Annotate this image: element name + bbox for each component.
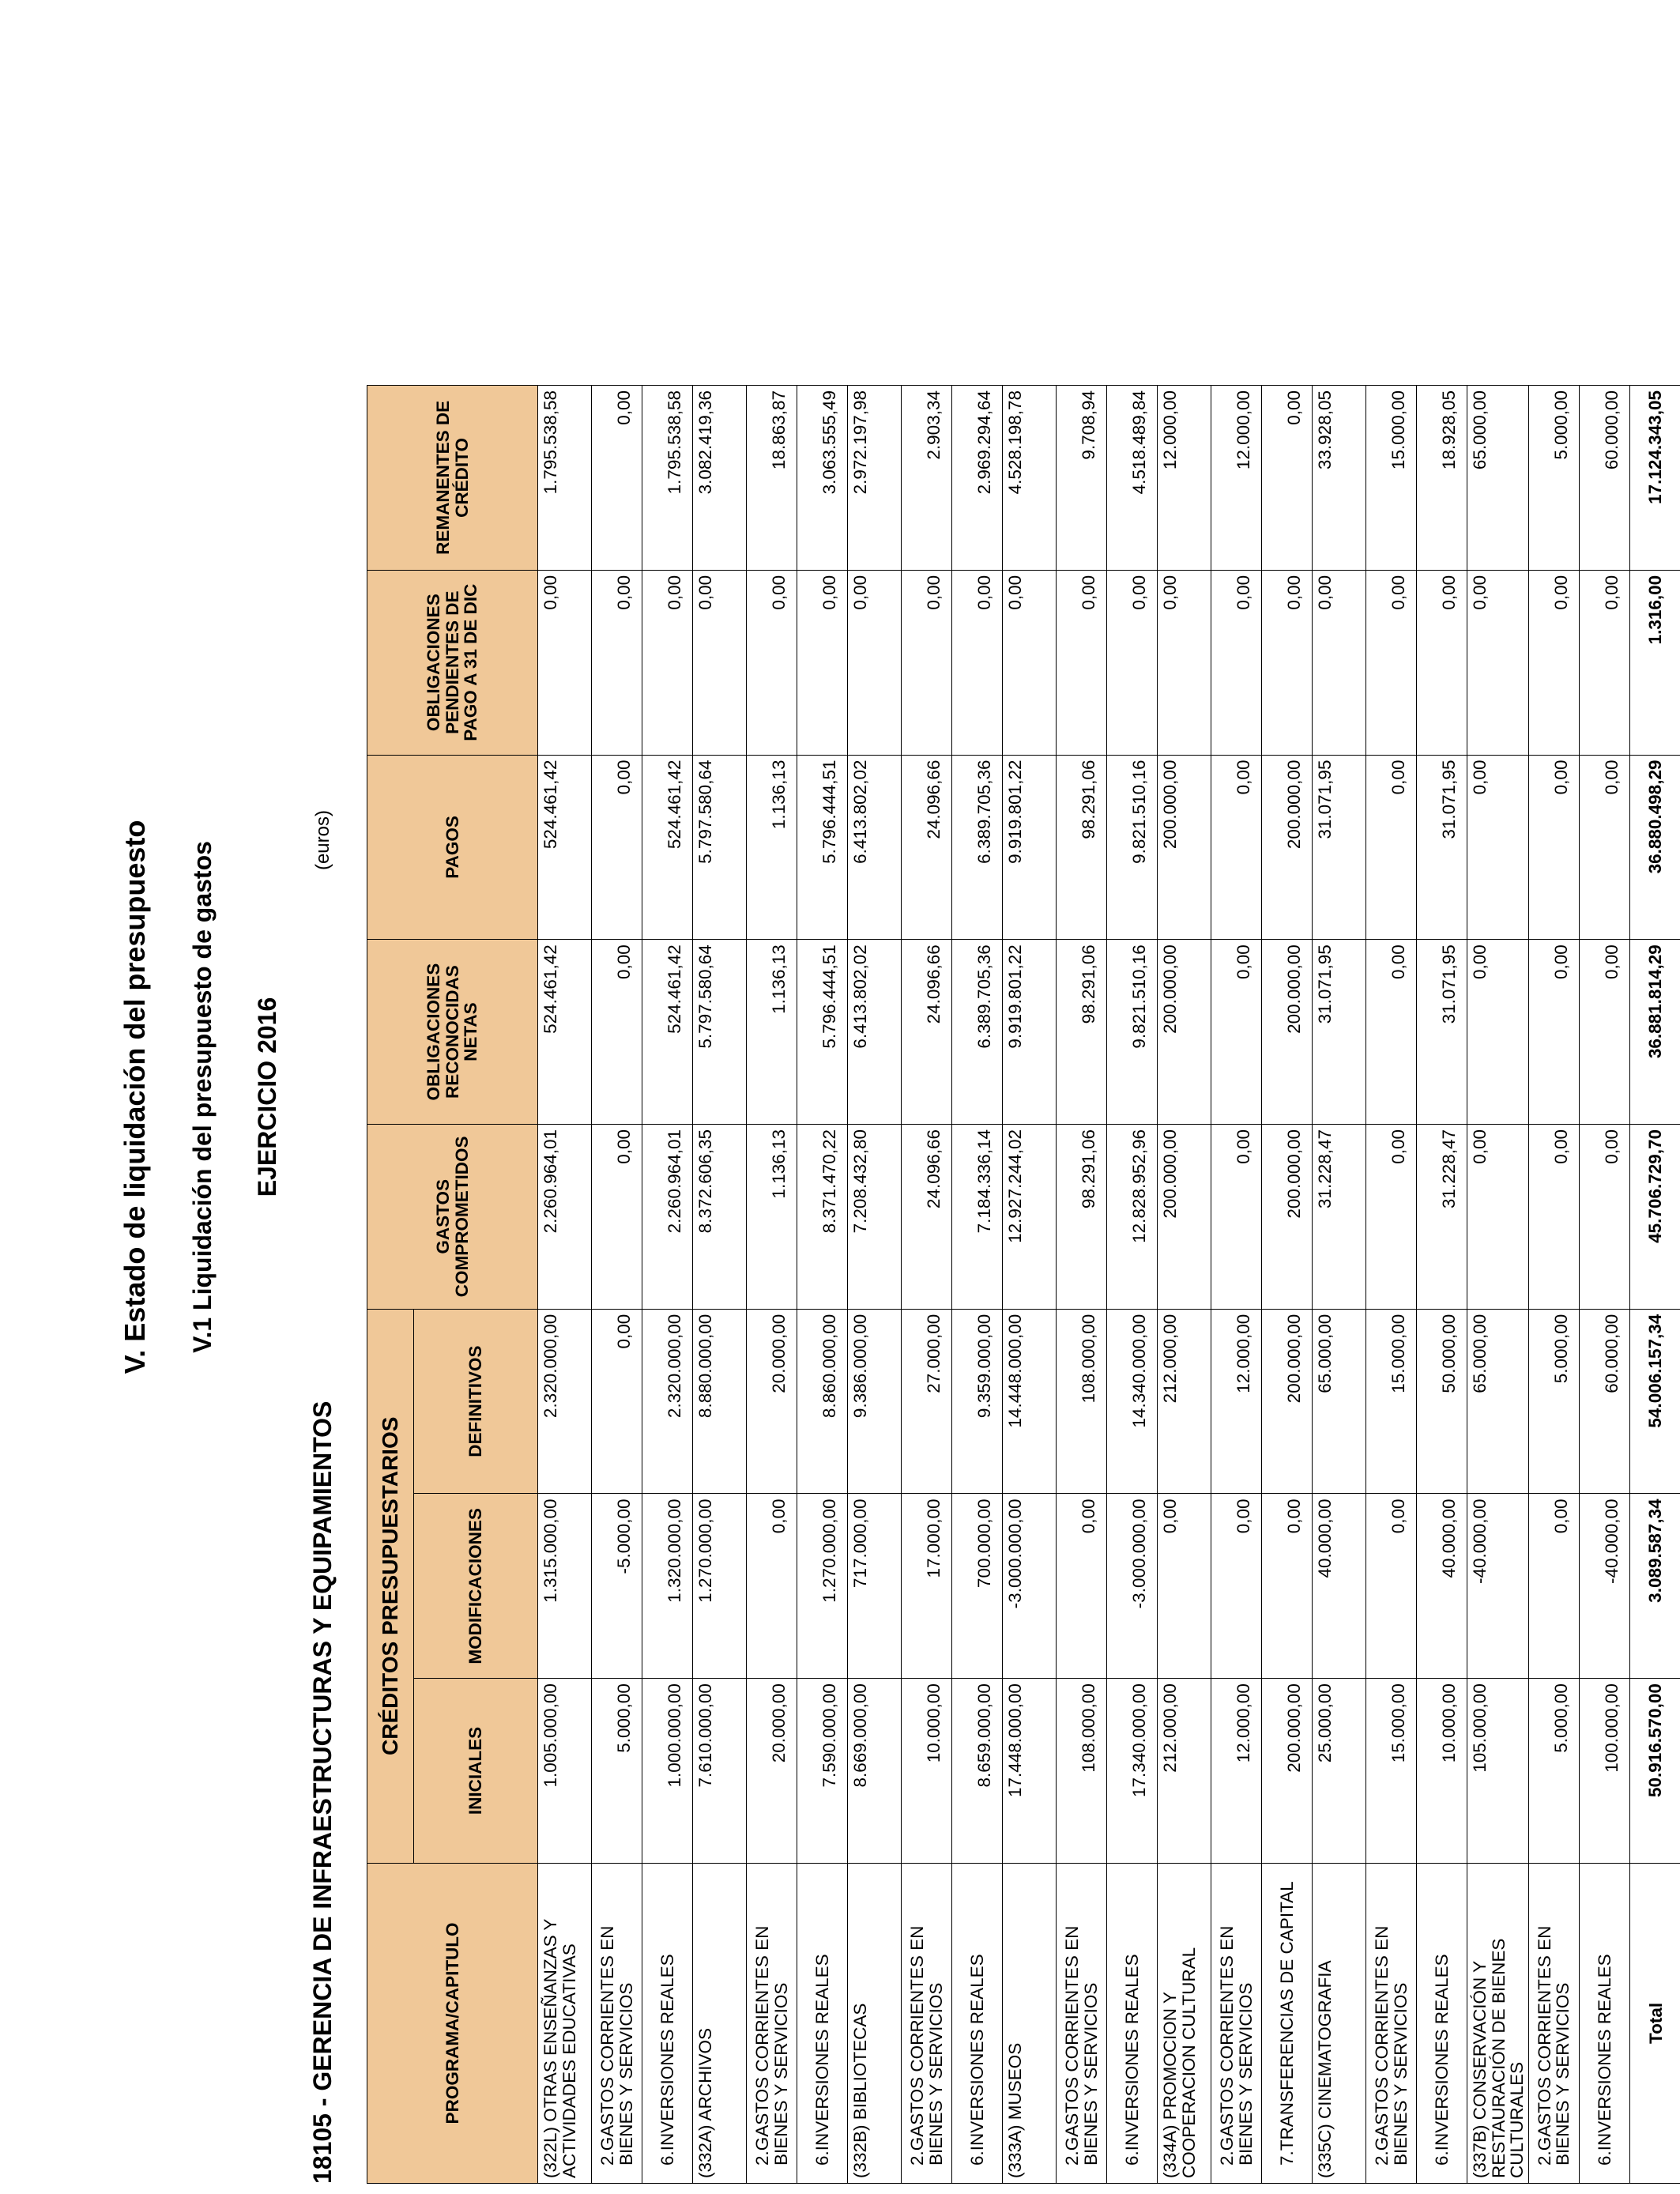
cell-obligaciones: 524.461,42	[538, 940, 592, 1125]
cell-gastos: 7.208.432,80	[848, 1124, 902, 1309]
cell-modificaciones: 0,00	[1366, 1494, 1417, 1679]
header-remanentes: REMANENTES DE CRÉDITO	[367, 386, 538, 571]
document-title: V. Estado de liquidación del presupuesto	[119, 820, 151, 1374]
row-label: (333A) MUSEOS	[1003, 1863, 1057, 2183]
header-definitivos: DEFINITIVOS	[414, 1309, 538, 1494]
cell-iniciales: 100.000,00	[1579, 1679, 1629, 1864]
cell-obligaciones: 524.461,42	[642, 940, 693, 1125]
cell-pendientes: 0,00	[1158, 570, 1211, 755]
cell-iniciales: 25.000,00	[1313, 1679, 1366, 1864]
cell-obligaciones: 0,00	[1579, 940, 1629, 1125]
cell-definitivos: 5.000,00	[1528, 1309, 1579, 1494]
chapter-row	[1211, 386, 1262, 2184]
cell-pagos: 0,00	[1579, 755, 1629, 940]
fiscal-year: EJERCICIO 2016	[253, 997, 281, 1197]
total-obligaciones: 36.881.814,29	[1629, 940, 1680, 1125]
cell-iniciales: 7.590.000,00	[797, 1679, 848, 1864]
cell-modificaciones: -40.000,00	[1579, 1494, 1629, 1679]
cell-remanentes: 60.000,00	[1579, 386, 1629, 571]
cell-pendientes: 0,00	[797, 570, 848, 755]
program-row	[1158, 386, 1211, 2184]
cell-obligaciones: 5.796.444,51	[797, 940, 848, 1125]
cell-obligaciones: 0,00	[1528, 940, 1579, 1125]
cell-remanentes: 0,00	[1262, 386, 1313, 571]
cell-iniciales: 108.000,00	[1057, 1679, 1107, 1864]
cell-modificaciones: 1.270.000,00	[797, 1494, 848, 1679]
cell-gastos: 200.000,00	[1158, 1124, 1211, 1309]
cell-definitivos: 9.359.000,00	[952, 1309, 1003, 1494]
chapter-row	[952, 386, 1003, 2184]
cell-modificaciones: 17.000,00	[902, 1494, 952, 1679]
chapter-row	[1107, 386, 1158, 2184]
cell-pagos: 200.000,00	[1262, 755, 1313, 940]
total-definitivos: 54.006.157,34	[1629, 1309, 1680, 1494]
cell-gastos: 12.927.244,02	[1003, 1124, 1057, 1309]
budget-table	[367, 385, 1680, 2184]
cell-gastos: 0,00	[1528, 1124, 1579, 1309]
chapter-row	[1528, 386, 1579, 2184]
cell-pendientes: 0,00	[538, 570, 592, 755]
cell-modificaciones: -3.000.000,00	[1107, 1494, 1158, 1679]
cell-pagos: 0,00	[1467, 755, 1529, 940]
cell-iniciales: 1.005.000,00	[538, 1679, 592, 1864]
cell-remanentes: 3.082.419,36	[693, 386, 747, 571]
cell-iniciales: 200.000,00	[1262, 1679, 1313, 1864]
chapter-row	[1366, 386, 1417, 2184]
cell-obligaciones: 31.071,95	[1417, 940, 1467, 1125]
section-heading: 18105 - GERENCIA DE INFRAESTRUCTURAS Y EQUIPAMIENTOS	[308, 1400, 337, 2184]
cell-remanentes: 12.000,00	[1211, 386, 1262, 571]
cell-remanentes: 33.928,05	[1313, 386, 1366, 571]
chapter-row	[1262, 386, 1313, 2184]
chapter-row	[642, 386, 693, 2184]
cell-iniciales: 5.000,00	[1528, 1679, 1579, 1864]
cell-definitivos: 2.320.000,00	[538, 1309, 592, 1494]
cell-obligaciones: 0,00	[592, 940, 642, 1125]
chapter-row	[797, 386, 848, 2184]
cell-modificaciones: 1.270.000,00	[693, 1494, 747, 1679]
cell-gastos: 8.371.470,22	[797, 1124, 848, 1309]
cell-pagos: 0,00	[1528, 755, 1579, 940]
cell-pendientes: 0,00	[1417, 570, 1467, 755]
cell-pagos: 6.413.802,02	[848, 755, 902, 940]
cell-pendientes: 0,00	[592, 570, 642, 755]
cell-remanentes: 15.000,00	[1366, 386, 1417, 571]
chapter-row	[1417, 386, 1467, 2184]
cell-iniciales: 105.000,00	[1467, 1679, 1529, 1864]
cell-iniciales: 20.000,00	[747, 1679, 797, 1864]
cell-pendientes: 0,00	[693, 570, 747, 755]
cell-gastos: 98.291,06	[1057, 1124, 1107, 1309]
cell-definitivos: 15.000,00	[1366, 1309, 1417, 1494]
cell-definitivos: 8.860.000,00	[797, 1309, 848, 1494]
cell-iniciales: 7.610.000,00	[693, 1679, 747, 1864]
cell-pagos: 31.071,95	[1313, 755, 1366, 940]
cell-definitivos: 8.880.000,00	[693, 1309, 747, 1494]
cell-iniciales: 8.659.000,00	[952, 1679, 1003, 1864]
cell-definitivos: 9.386.000,00	[848, 1309, 902, 1494]
cell-modificaciones: 40.000,00	[1417, 1494, 1467, 1679]
row-label: (332A) ARCHIVOS	[693, 1863, 747, 2183]
cell-iniciales: 10.000,00	[1417, 1679, 1467, 1864]
cell-definitivos: 108.000,00	[1057, 1309, 1107, 1494]
row-label: 6.INVERSIONES REALES	[797, 1863, 848, 2183]
total-row	[1629, 386, 1680, 2184]
cell-remanentes: 3.063.555,49	[797, 386, 848, 571]
cell-pagos: 0,00	[1211, 755, 1262, 940]
cell-pagos: 98.291,06	[1057, 755, 1107, 940]
program-row	[1467, 386, 1529, 2184]
cell-gastos: 2.260.964,01	[642, 1124, 693, 1309]
cell-remanentes: 2.903,34	[902, 386, 952, 571]
cell-definitivos: 50.000,00	[1417, 1309, 1467, 1494]
cell-modificaciones: 0,00	[1057, 1494, 1107, 1679]
cell-iniciales: 212.000,00	[1158, 1679, 1211, 1864]
cell-gastos: 24.096,66	[902, 1124, 952, 1309]
cell-iniciales: 15.000,00	[1366, 1679, 1417, 1864]
cell-remanentes: 1.795.538,58	[642, 386, 693, 571]
cell-obligaciones: 1.136,13	[747, 940, 797, 1125]
cell-remanentes: 4.528.198,78	[1003, 386, 1057, 571]
cell-pagos: 9.821.510,16	[1107, 755, 1158, 940]
cell-remanentes: 5.000,00	[1528, 386, 1579, 571]
row-label: 6.INVERSIONES REALES	[642, 1863, 693, 2183]
program-row	[1313, 386, 1366, 2184]
row-label: 2.GASTOS CORRIENTES EN BIENES Y SERVICIOS	[1528, 1863, 1579, 2183]
header-programa: PROGRAMA/CAPITULO	[367, 1863, 538, 2183]
program-row	[693, 386, 747, 2184]
currency-units: (euros)	[312, 810, 333, 871]
row-label: 2.GASTOS CORRIENTES EN BIENES Y SERVICIOS	[592, 1863, 642, 2183]
cell-pendientes: 0,00	[902, 570, 952, 755]
cell-modificaciones: 0,00	[1211, 1494, 1262, 1679]
cell-modificaciones: -5.000,00	[592, 1494, 642, 1679]
cell-definitivos: 27.000,00	[902, 1309, 952, 1494]
chapter-row	[592, 386, 642, 2184]
cell-obligaciones: 6.389.705,36	[952, 940, 1003, 1125]
row-label: 2.GASTOS CORRIENTES EN BIENES Y SERVICIOS	[1366, 1863, 1417, 2183]
cell-remanentes: 1.795.538,58	[538, 386, 592, 571]
cell-iniciales: 17.448.000,00	[1003, 1679, 1057, 1864]
cell-remanentes: 2.972.197,98	[848, 386, 902, 571]
cell-modificaciones: 0,00	[1528, 1494, 1579, 1679]
cell-modificaciones: 40.000,00	[1313, 1494, 1366, 1679]
cell-gastos: 0,00	[1579, 1124, 1629, 1309]
cell-pendientes: 0,00	[642, 570, 693, 755]
cell-gastos: 1.136,13	[747, 1124, 797, 1309]
total-label: Total	[1629, 1863, 1680, 2183]
total-gastos: 45.706.729,70	[1629, 1124, 1680, 1309]
row-label: (322L) OTRAS ENSEÑANZAS Y ACTIVIDADES EDUCATIVAS	[538, 1863, 592, 2183]
cell-definitivos: 65.000,00	[1467, 1309, 1529, 1494]
cell-pagos: 0,00	[1366, 755, 1417, 940]
cell-gastos: 2.260.964,01	[538, 1124, 592, 1309]
cell-pendientes: 0,00	[952, 570, 1003, 755]
cell-obligaciones: 200.000,00	[1262, 940, 1313, 1125]
cell-pendientes: 0,00	[1107, 570, 1158, 755]
cell-definitivos: 14.448.000,00	[1003, 1309, 1057, 1494]
cell-remanentes: 4.518.489,84	[1107, 386, 1158, 571]
cell-gastos: 7.184.336,14	[952, 1124, 1003, 1309]
cell-modificaciones: 0,00	[1158, 1494, 1211, 1679]
cell-obligaciones: 0,00	[1211, 940, 1262, 1125]
cell-pendientes: 0,00	[1467, 570, 1529, 755]
row-label: 7.TRANSFERENCIAS DE CAPITAL	[1262, 1863, 1313, 2183]
cell-remanentes: 0,00	[592, 386, 642, 571]
cell-pagos: 200.000,00	[1158, 755, 1211, 940]
cell-gastos: 0,00	[1211, 1124, 1262, 1309]
cell-pendientes: 0,00	[848, 570, 902, 755]
cell-gastos: 0,00	[592, 1124, 642, 1309]
cell-definitivos: 2.320.000,00	[642, 1309, 693, 1494]
cell-gastos: 31.228,47	[1313, 1124, 1366, 1309]
cell-gastos: 12.828.952,96	[1107, 1124, 1158, 1309]
cell-pagos: 0,00	[592, 755, 642, 940]
cell-pendientes: 0,00	[1366, 570, 1417, 755]
cell-remanentes: 18.928,05	[1417, 386, 1467, 571]
cell-definitivos: 212.000,00	[1158, 1309, 1211, 1494]
cell-remanentes: 18.863,87	[747, 386, 797, 571]
total-modificaciones: 3.089.587,34	[1629, 1494, 1680, 1679]
cell-pendientes: 0,00	[1579, 570, 1629, 755]
cell-pendientes: 0,00	[1528, 570, 1579, 755]
row-label: 2.GASTOS CORRIENTES EN BIENES Y SERVICIOS	[747, 1863, 797, 2183]
cell-iniciales: 17.340.000,00	[1107, 1679, 1158, 1864]
cell-definitivos: 20.000,00	[747, 1309, 797, 1494]
cell-definitivos: 65.000,00	[1313, 1309, 1366, 1494]
header-pagos: PAGOS	[367, 755, 538, 940]
chapter-row	[1057, 386, 1107, 2184]
cell-pagos: 1.136,13	[747, 755, 797, 940]
cell-obligaciones: 0,00	[1467, 940, 1529, 1125]
cell-definitivos: 0,00	[592, 1309, 642, 1494]
document-subtitle: V.1 Liquidación del presupuesto de gastos	[188, 841, 217, 1353]
chapter-row	[1579, 386, 1629, 2184]
program-row	[1003, 386, 1057, 2184]
cell-definitivos: 14.340.000,00	[1107, 1309, 1158, 1494]
row-label: 2.GASTOS CORRIENTES EN BIENES Y SERVICIOS	[1057, 1863, 1107, 2183]
cell-definitivos: 12.000,00	[1211, 1309, 1262, 1494]
cell-iniciales: 5.000,00	[592, 1679, 642, 1864]
chapter-row	[747, 386, 797, 2184]
cell-pendientes: 0,00	[747, 570, 797, 755]
row-label: 6.INVERSIONES REALES	[1107, 1863, 1158, 2183]
cell-modificaciones: 0,00	[1262, 1494, 1313, 1679]
cell-obligaciones: 0,00	[1366, 940, 1417, 1125]
cell-modificaciones: 1.320.000,00	[642, 1494, 693, 1679]
header-creditos-group: CRÉDITOS PRESUPUESTARIOS	[367, 1309, 414, 1863]
cell-remanentes: 9.708,94	[1057, 386, 1107, 571]
row-label: 6.INVERSIONES REALES	[952, 1863, 1003, 2183]
row-label: (334A) PROMOCION Y COOPERACION CULTURAL	[1158, 1863, 1211, 2183]
cell-definitivos: 200.000,00	[1262, 1309, 1313, 1494]
total-pendientes: 1.316,00	[1629, 570, 1680, 755]
cell-pagos: 24.096,66	[902, 755, 952, 940]
header-modificaciones: MODIFICACIONES	[414, 1494, 538, 1679]
cell-gastos: 8.372.606,35	[693, 1124, 747, 1309]
cell-obligaciones: 5.797.580,64	[693, 940, 747, 1125]
total-iniciales: 50.916.570,00	[1629, 1679, 1680, 1864]
cell-gastos: 0,00	[1366, 1124, 1417, 1309]
cell-remanentes: 65.000,00	[1467, 386, 1529, 571]
cell-modificaciones: 700.000,00	[952, 1494, 1003, 1679]
cell-pendientes: 0,00	[1003, 570, 1057, 755]
cell-iniciales: 12.000,00	[1211, 1679, 1262, 1864]
row-label: (332B) BIBLIOTECAS	[848, 1863, 902, 2183]
cell-gastos: 31.228,47	[1417, 1124, 1467, 1309]
cell-gastos: 0,00	[1467, 1124, 1529, 1309]
cell-pagos: 5.797.580,64	[693, 755, 747, 940]
cell-obligaciones: 98.291,06	[1057, 940, 1107, 1125]
row-label: 2.GASTOS CORRIENTES EN BIENES Y SERVICIOS	[1211, 1863, 1262, 2183]
cell-modificaciones: -3.000.000,00	[1003, 1494, 1057, 1679]
table-body	[538, 386, 1680, 2184]
cell-remanentes: 12.000,00	[1158, 386, 1211, 571]
cell-pagos: 524.461,42	[642, 755, 693, 940]
cell-pagos: 6.389.705,36	[952, 755, 1003, 940]
cell-obligaciones: 24.096,66	[902, 940, 952, 1125]
row-label: (337B) CONSERVACIÓN Y RESTAURACIÓN DE BIENES CULTURALES	[1467, 1863, 1529, 2183]
cell-obligaciones: 6.413.802,02	[848, 940, 902, 1125]
row-label: (335C) CINEMATOGRAFIA	[1313, 1863, 1366, 2183]
cell-obligaciones: 9.821.510,16	[1107, 940, 1158, 1125]
cell-modificaciones: 0,00	[747, 1494, 797, 1679]
cell-pendientes: 0,00	[1057, 570, 1107, 755]
total-remanentes: 17.124.343,05	[1629, 386, 1680, 571]
header-pendientes: OBLIGACIONES PENDIENTES DE PAGO A 31 DE DIC	[367, 570, 538, 755]
row-label: 2.GASTOS CORRIENTES EN BIENES Y SERVICIOS	[902, 1863, 952, 2183]
cell-remanentes: 2.969.294,64	[952, 386, 1003, 571]
cell-pagos: 5.796.444,51	[797, 755, 848, 940]
cell-obligaciones: 9.919.801,22	[1003, 940, 1057, 1125]
cell-pendientes: 0,00	[1313, 570, 1366, 755]
cell-obligaciones: 31.071,95	[1313, 940, 1366, 1125]
total-pagos: 36.880.498,29	[1629, 755, 1680, 940]
cell-obligaciones: 200.000,00	[1158, 940, 1211, 1125]
header-obligaciones: OBLIGACIONES RECONOCIDAS NETAS	[367, 940, 538, 1125]
cell-pagos: 9.919.801,22	[1003, 755, 1057, 940]
cell-pagos: 524.461,42	[538, 755, 592, 940]
header-iniciales: INICIALES	[414, 1679, 538, 1864]
cell-definitivos: 60.000,00	[1579, 1309, 1629, 1494]
cell-pendientes: 0,00	[1211, 570, 1262, 755]
program-row	[538, 386, 592, 2184]
cell-gastos: 200.000,00	[1262, 1124, 1313, 1309]
cell-modificaciones: 717.000,00	[848, 1494, 902, 1679]
cell-pagos: 31.071,95	[1417, 755, 1467, 940]
cell-iniciales: 10.000,00	[902, 1679, 952, 1864]
program-row	[848, 386, 902, 2184]
row-label: 6.INVERSIONES REALES	[1417, 1863, 1467, 2183]
row-label: 6.INVERSIONES REALES	[1579, 1863, 1629, 2183]
cell-modificaciones: -40.000,00	[1467, 1494, 1529, 1679]
cell-modificaciones: 1.315.000,00	[538, 1494, 592, 1679]
header-gastos: GASTOS COMPROMETIDOS	[367, 1124, 538, 1309]
chapter-row	[902, 386, 952, 2184]
cell-iniciales: 1.000.000,00	[642, 1679, 693, 1864]
cell-pendientes: 0,00	[1262, 570, 1313, 755]
cell-iniciales: 8.669.000,00	[848, 1679, 902, 1864]
